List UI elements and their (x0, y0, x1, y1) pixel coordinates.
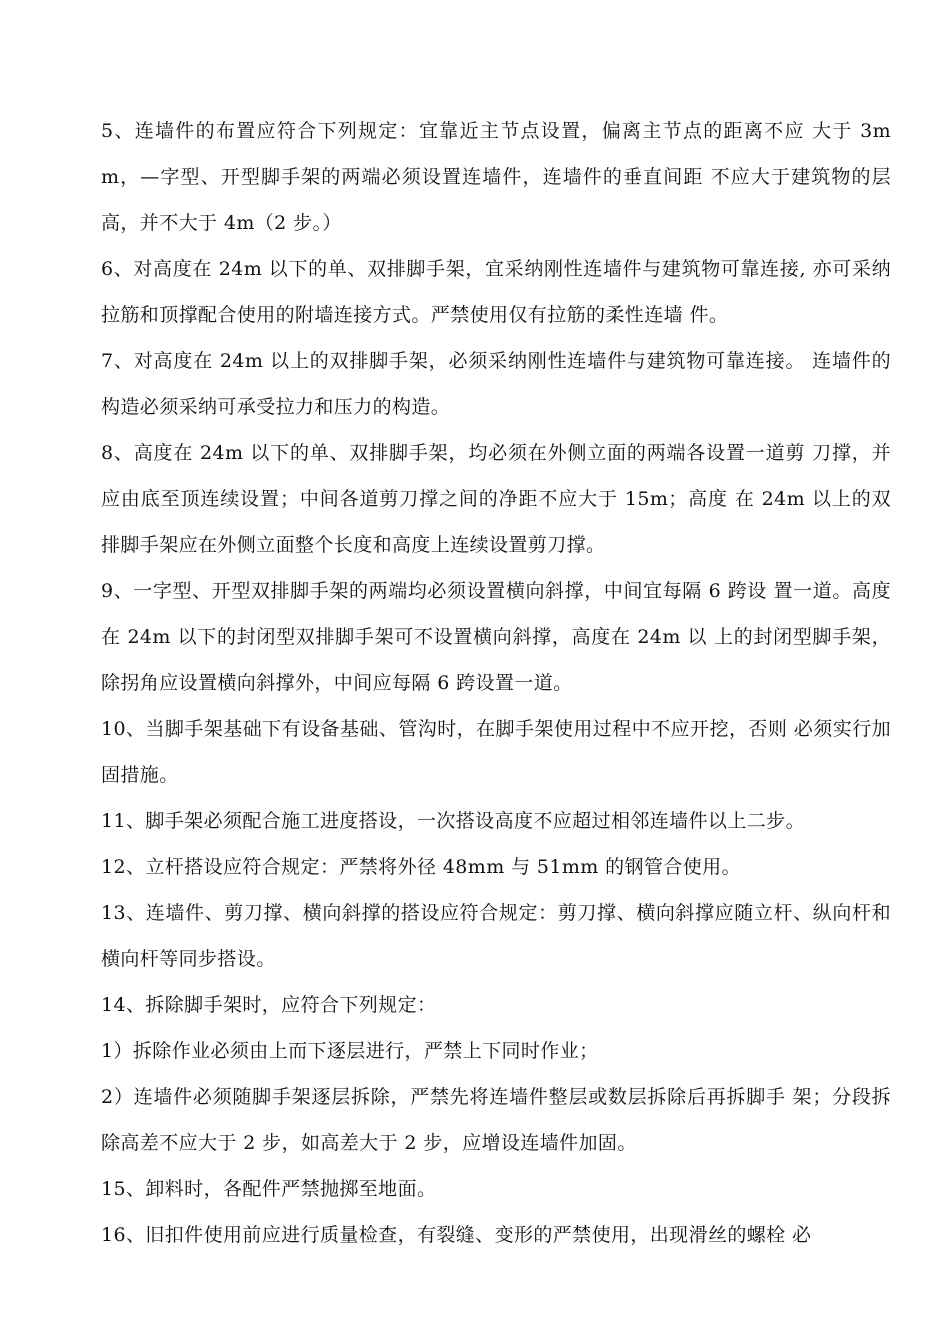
paragraph-11: 11、脚手架必须配合施工进度搭设，一次搭设高度不应超过相邻连墙件以上二步。 (101, 810, 805, 832)
paragraph-7: 7、对高度在 24m 以上的双排脚手架，必须采纳刚性连墙件与建筑物可靠连接。 连墙件的构造必须采纳可承受拉力和压力的构造。 (101, 350, 891, 418)
list-item-1: 1）拆除作业必须由上而下逐层进行，严禁上下同时作业； (101, 1040, 599, 1062)
list-item-2: 2）连墙件必须随脚手架逐层拆除，严禁先将连墙件整层或数层拆除后再拆脚手 架；分段拆除高差不应大于 2 步，如高差大于 2 步，应增设连墙件加固。 (101, 1086, 891, 1154)
document-body (101, 108, 891, 1258)
paragraph-8: 8、高度在 24m 以下的单、双排脚手架，均必须在外侧立面的两端各设置一道剪 刀撑，并应由底至顶连续设置；中间各道剪刀撑之间的净距不应大于 15m；高度 在 24m 以上的双排脚手架应在外侧立面整个长度和高度上连续设置剪刀撑。 (101, 442, 891, 556)
paragraph-15: 15、卸料时，各配件严禁抛掷至地面。 (101, 1178, 437, 1200)
paragraph-14: 14、拆除脚手架时，应符合下列规定： (101, 994, 437, 1016)
paragraph-16: 16、旧扣件使用前应进行质量检查，有裂缝、变形的严禁使用，出现滑丝的螺栓 必 (101, 1224, 812, 1246)
paragraph-12: 12、立杆搭设应符合规定：严禁将外径 48mm 与 51mm 的钢管合使用。 (101, 856, 741, 878)
paragraph-13: 13、连墙件、剪刀撑、横向斜撑的搭设应符合规定：剪刀撑、横向斜撑应随立杆、纵向杆和横向杆等同步搭设。 (101, 902, 891, 970)
paragraph-5: 5、连墙件的布置应符合下列规定：宜靠近主节点设置，偏离主节点的距离不应 大于 3mm，—字型、开型脚手架的两端必须设置连墙件，连墙件的垂直间距 不应大于建筑物的层高，并不大于 4m（2 步。） (101, 120, 891, 234)
paragraph-6: 6、对高度在 24m 以下的单、双排脚手架，宜采纳刚性连墙件与建筑物可靠连接, 亦可采纳拉筋和顶撑配合使用的附墙连接方式。严禁使用仅有拉筋的柔性连墙 件。 (101, 258, 891, 326)
paragraph-9: 9、一字型、开型双排脚手架的两端均必须设置横向斜撑，中间宜每隔 6 跨设 置一道。高度在 24m 以下的封闭型双排脚手架可不设置横向斜撑，高度在 24m 以 上的封闭型脚手架，除拐角应设置横向斜撑外，中间应每隔 6 跨设置一道。 (101, 580, 891, 694)
paragraph-10: 10、当脚手架基础下有设备基础、管沟时，在脚手架使用过程中不应开挖，否则 必须实行加固措施。 (101, 718, 891, 786)
